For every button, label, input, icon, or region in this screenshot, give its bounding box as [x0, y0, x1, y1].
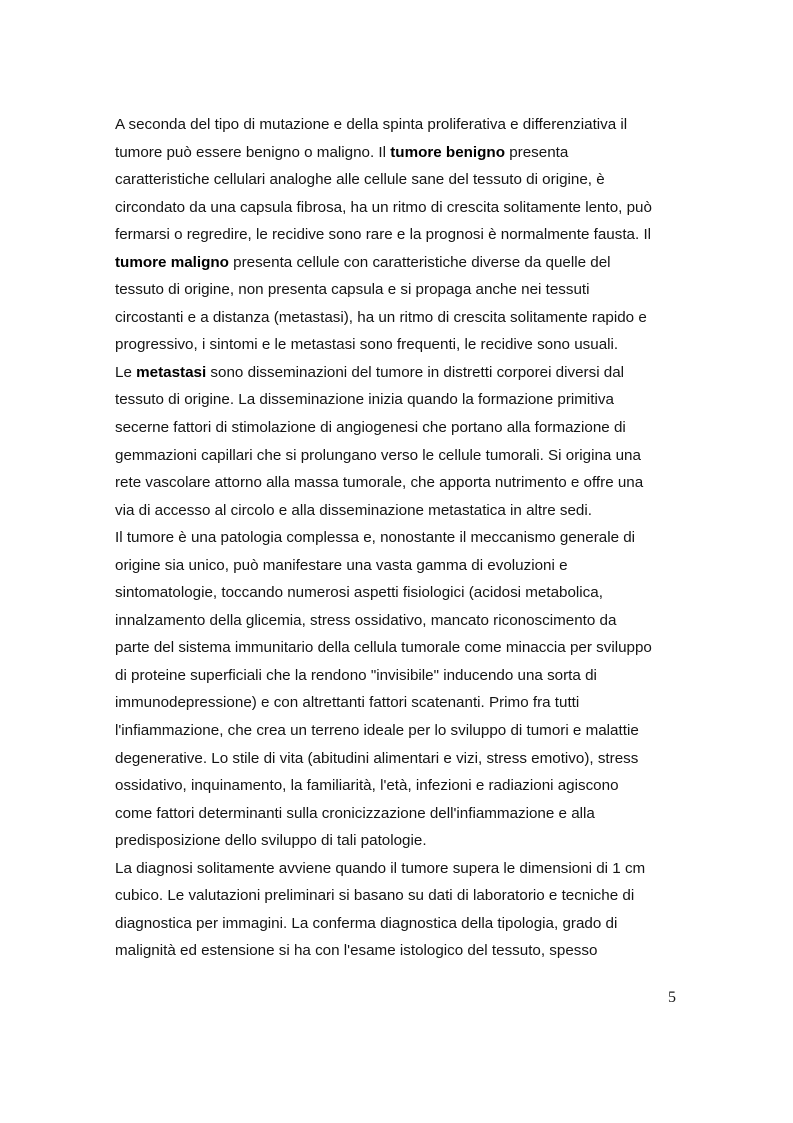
text-line	[115, 910, 715, 938]
text-segment: malignità ed estensione si ha con l'esame istologico del tessuto, spesso	[115, 942, 598, 960]
text-line	[115, 689, 715, 717]
text-line	[115, 442, 715, 470]
text-line	[115, 855, 715, 883]
text-segment: parte del sistema immunitario della cellula tumorale come minaccia per sviluppo	[115, 639, 652, 657]
body-text	[115, 111, 715, 965]
text-line	[115, 469, 715, 497]
text-segment: A seconda del tipo di mutazione e della spinta proliferativa e differenziativa il	[115, 116, 628, 133]
text-segment: tessuto di origine, non presenta capsula e si propaga anche nei tessuti	[115, 281, 590, 299]
text-segment: innalzamento della glicemia, stress ossidativo, mancato riconoscimento da	[115, 611, 617, 629]
text-line	[115, 304, 715, 332]
text-segment: circondato da una capsula fibrosa, ha un ritmo di crescita solitamente lento, può	[115, 198, 652, 216]
text-segment: Le	[115, 363, 137, 381]
text-line	[115, 607, 715, 635]
text-segment: ossidativo, inquinamento, la familiarità, l'età, infezioni e radiazioni agiscono	[115, 777, 619, 795]
text-line	[115, 579, 715, 607]
text-line	[115, 194, 715, 222]
text-line	[115, 662, 715, 690]
text-line	[115, 552, 715, 580]
text-segment: presenta cellule con caratteristiche diverse da quelle del	[228, 253, 611, 271]
bold-term: metastasi	[136, 363, 207, 381]
text-line	[115, 827, 715, 855]
text-line	[115, 139, 715, 167]
text-line	[115, 386, 715, 414]
text-segment: predisposizione dello sviluppo di tali patologie.	[115, 832, 427, 850]
text-segment: di proteine superficiali che la rendono "invisibile" inducendo una sorta di	[115, 666, 597, 684]
text-segment: tessuto di origine. La disseminazione inizia quando la formazione primitiva	[115, 391, 614, 409]
text-line	[115, 331, 715, 359]
text-line	[115, 634, 715, 662]
text-line	[115, 524, 715, 552]
text-line	[115, 745, 715, 773]
text-segment: La diagnosi solitamente avviene quando il tumore supera le dimensioni di 1 cm	[115, 859, 646, 877]
text-segment: come fattori determinanti sulla cronicizzazione dell'infiammazione e alla	[115, 804, 595, 822]
text-line	[115, 772, 715, 800]
text-line	[115, 111, 715, 139]
text-segment: Il tumore è una patologia complessa e, nonostante il meccanismo generale di	[115, 529, 636, 547]
text-line	[115, 359, 715, 387]
text-segment: progressivo, i sintomi e le metastasi sono frequenti, le recidive sono usuali.	[115, 336, 619, 354]
text-segment: immunodepressione) e con altrettanti fattori scatenanti. Primo fra tutti	[115, 694, 580, 712]
text-segment: origine sia unico, può manifestare una vasta gamma di evoluzioni e	[115, 556, 568, 574]
text-segment: cubico. Le valutazioni preliminari si basano su dati di laboratorio e tecniche di	[115, 887, 635, 905]
text-segment: caratteristiche cellulari analoghe alle cellule sane del tessuto di origine, è	[115, 171, 605, 189]
text-segment: circostanti e a distanza (metastasi), ha un ritmo di crescita solitamente rapido e	[115, 308, 647, 326]
text-segment: tumore può essere benigno o maligno. Il	[115, 143, 391, 161]
text-line	[115, 937, 715, 965]
text-segment: presenta	[504, 143, 569, 161]
text-segment: sintomatologie, toccando numerosi aspetti fisiologici (acidosi metabolica,	[115, 584, 603, 602]
text-line	[115, 166, 715, 194]
text-line	[115, 249, 715, 277]
bold-term: tumore maligno	[115, 253, 229, 271]
text-line	[115, 414, 715, 442]
text-line	[115, 497, 715, 525]
text-line	[115, 882, 715, 910]
text-line	[115, 717, 715, 745]
text-segment: secerne fattori di stimolazione di angiogenesi che portano alla formazione di	[115, 419, 626, 437]
bold-term: tumore benigno	[390, 143, 505, 161]
text-segment: rete vascolare attorno alla massa tumorale, che apporta nutrimento e offre una	[115, 474, 644, 492]
text-segment: fermarsi o regredire, le recidive sono rare e la prognosi è normalmente fausta. Il	[115, 226, 652, 244]
text-segment: gemmazioni capillari che si prolungano verso le cellule tumorali. Si origina una	[115, 446, 641, 464]
text-line	[115, 276, 715, 304]
text-segment: l'infiammazione, che crea un terreno ideale per lo sviluppo di tumori e malattie	[115, 722, 639, 740]
text-segment: degenerative. Lo stile di vita (abitudini alimentari e vizi, stress emotivo), stress	[115, 749, 639, 767]
text-segment: via di accesso al circolo e alla disseminazione metastatica in altre sedi.	[115, 501, 592, 519]
text-segment: diagnostica per immagini. La conferma diagnostica della tipologia, grado di	[115, 914, 618, 932]
text-segment: sono disseminazioni del tumore in distretti corporei diversi dal	[206, 363, 625, 381]
text-line	[115, 221, 715, 249]
text-line	[115, 800, 715, 828]
page-number: 5	[668, 989, 676, 1006]
